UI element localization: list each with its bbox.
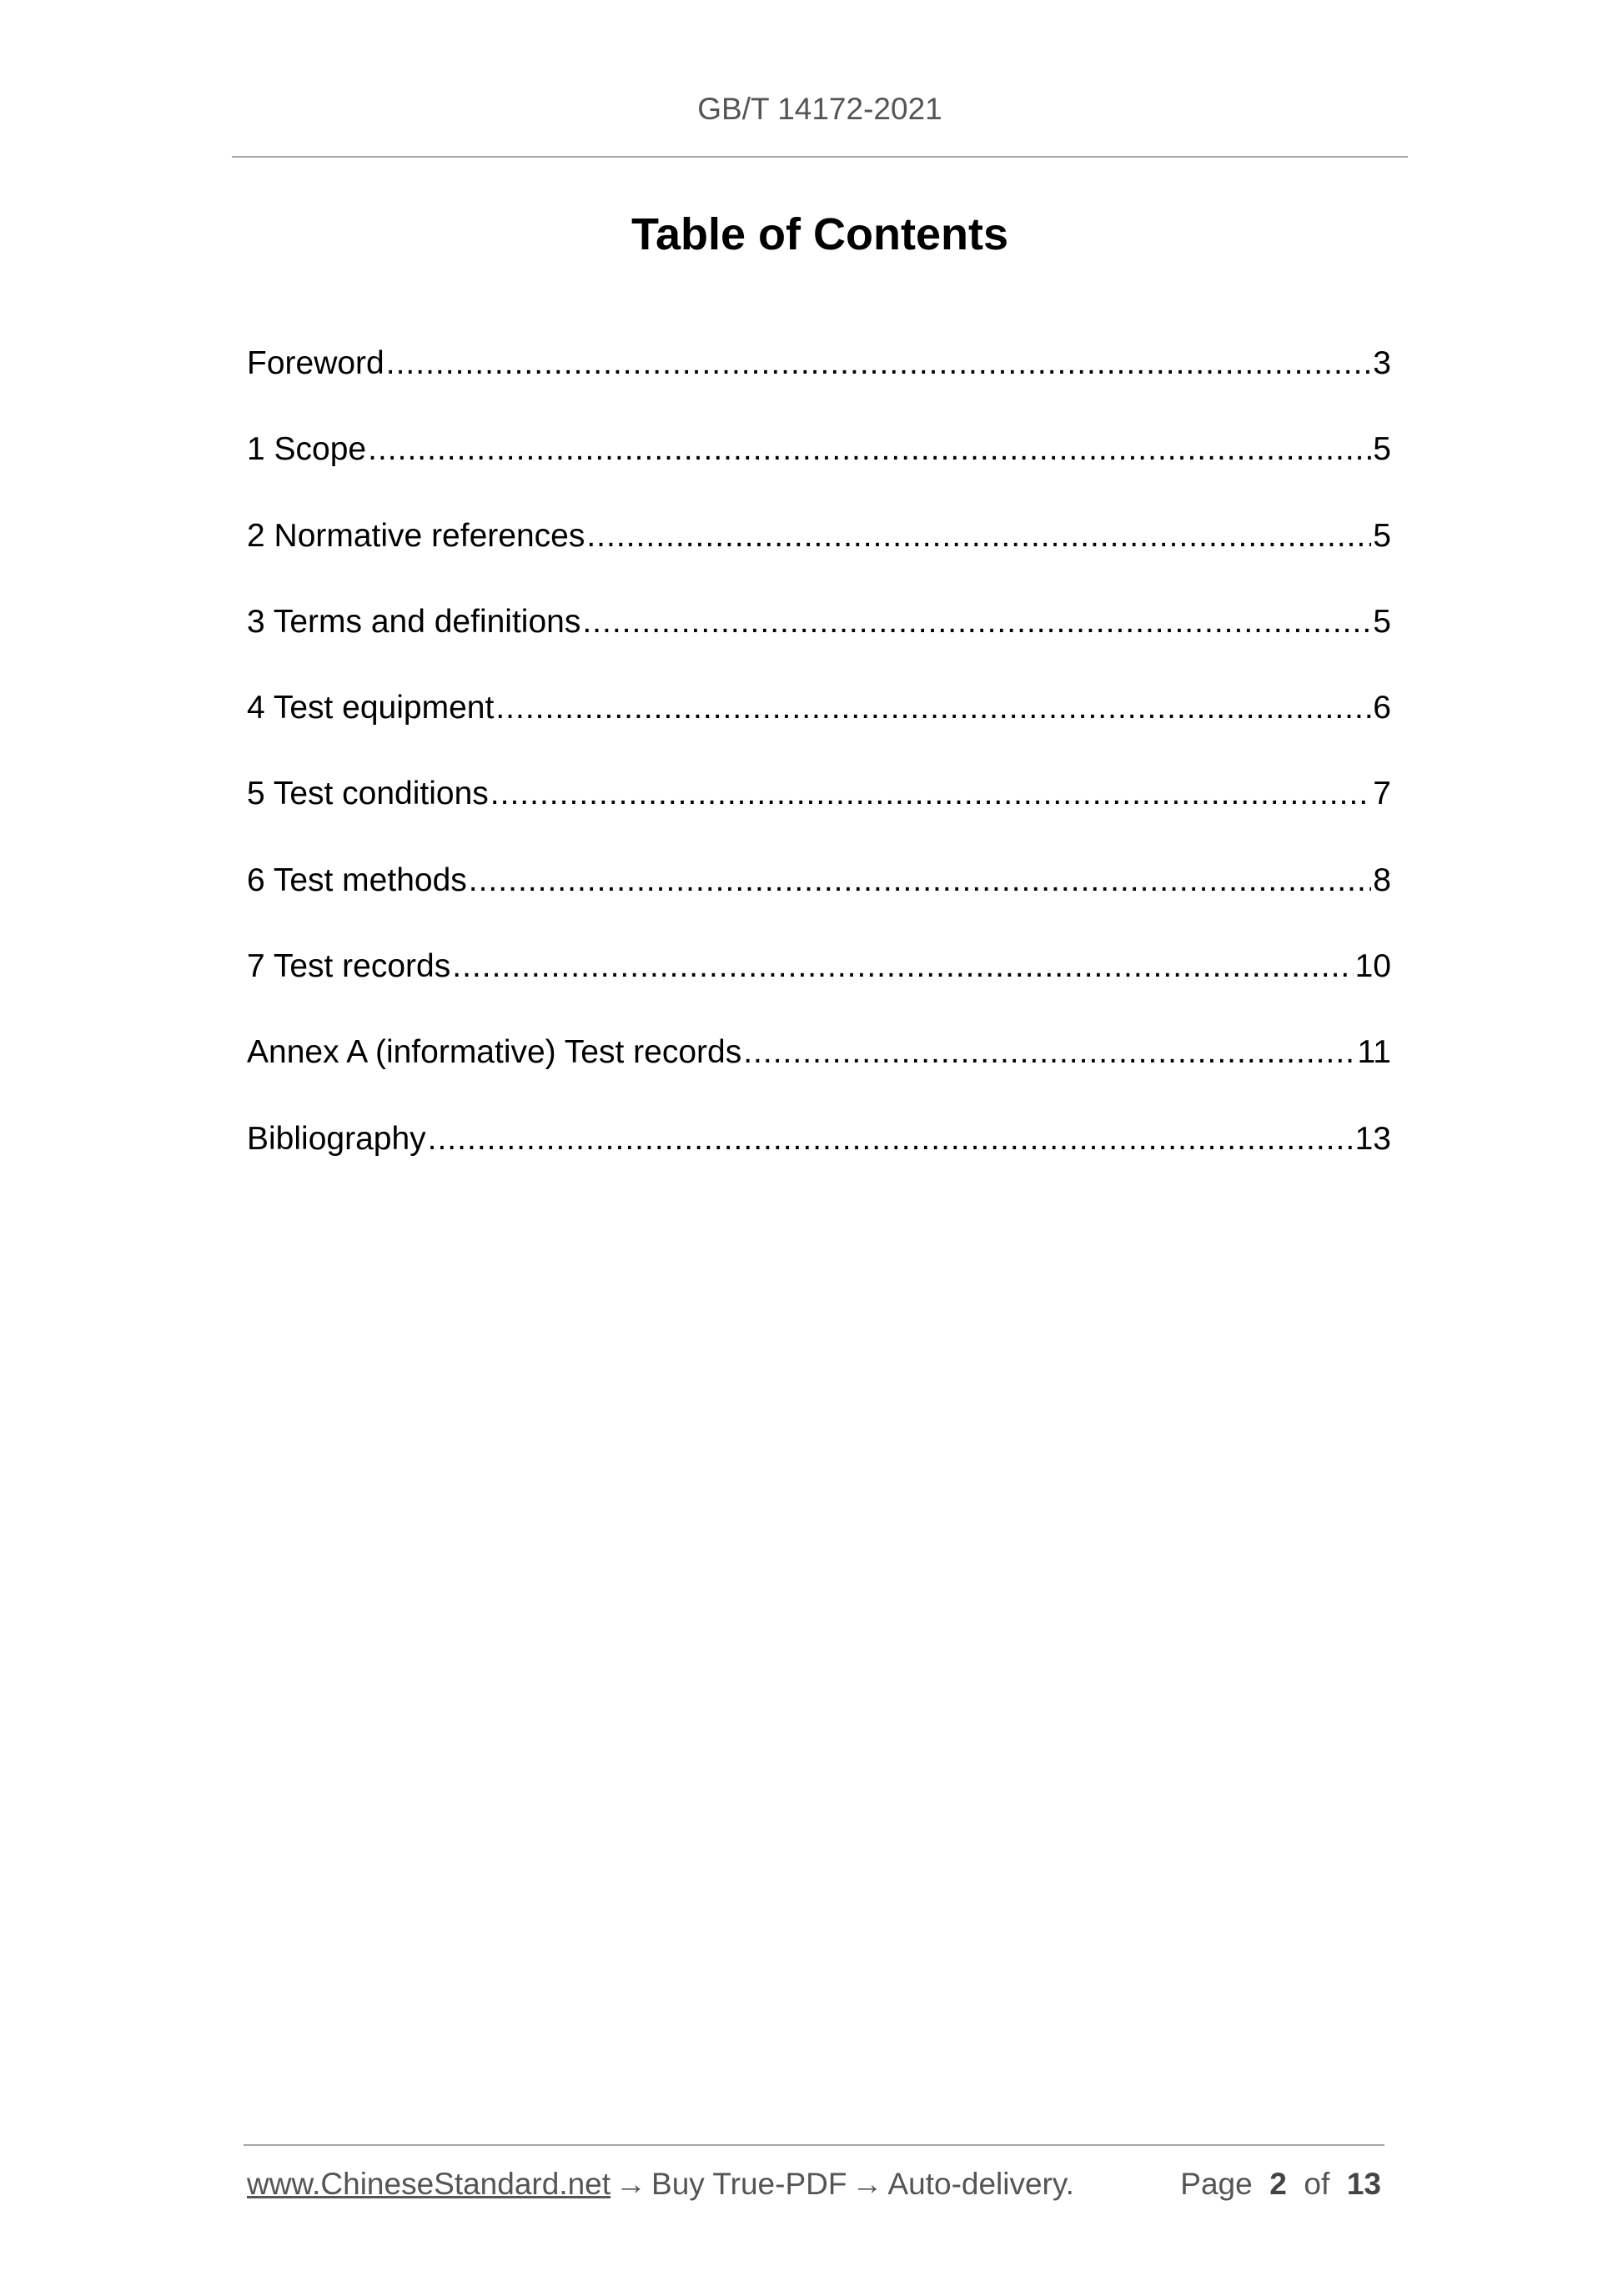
- toc-entry-foreword[interactable]: [247, 344, 1391, 430]
- toc-entry-test-conditions[interactable]: [247, 774, 1391, 860]
- website-link[interactable]: www.ChineseStandard.net: [247, 2167, 611, 2201]
- footer-step-buy: Buy True-PDF: [651, 2167, 847, 2201]
- toc-dot-leader: [368, 430, 1371, 470]
- toc-dot-leader: [743, 1032, 1355, 1073]
- toc-entry-label: 7 Test records: [247, 948, 451, 985]
- toc-entry-label: Bibliography: [247, 1120, 426, 1157]
- toc-dot-leader: [495, 688, 1371, 728]
- toc-entry-test-records[interactable]: [247, 947, 1391, 1032]
- toc-dot-leader: [428, 1119, 1354, 1159]
- toc-dot-leader: [386, 344, 1372, 384]
- page-indicator: [1180, 2164, 1381, 2204]
- toc-entry-test-equipment[interactable]: [247, 688, 1391, 774]
- toc-entry-page: 3: [1373, 345, 1391, 381]
- header-divider: [232, 156, 1408, 158]
- toc-entry-page: 5: [1373, 603, 1391, 640]
- footer-promo: [247, 2164, 1074, 2204]
- toc-entry-page: 10: [1354, 948, 1391, 985]
- toc-entry-page: 5: [1373, 517, 1391, 554]
- toc-entry-page: 6: [1373, 690, 1391, 726]
- toc-entry-label: 2 Normative references: [247, 517, 585, 554]
- toc-dot-leader: [586, 516, 1371, 556]
- toc-entry-page: 7: [1373, 776, 1391, 812]
- total-page-count: 13: [1346, 2167, 1381, 2201]
- current-page-number: 2: [1269, 2167, 1287, 2201]
- toc-list: [247, 344, 1391, 1205]
- toc-dot-leader: [490, 774, 1372, 814]
- toc-entry-label: 6 Test methods: [247, 862, 467, 898]
- footer-divider: [244, 2144, 1384, 2146]
- document-code-header: GB/T 14172-2021: [697, 92, 942, 126]
- toc-entry-annex-a[interactable]: [247, 1032, 1391, 1118]
- toc-dot-leader: [469, 861, 1372, 901]
- toc-dot-leader: [582, 602, 1371, 642]
- toc-entry-label: 1 Scope: [247, 431, 367, 468]
- page-label: Page: [1180, 2167, 1253, 2201]
- toc-entry-scope[interactable]: [247, 430, 1391, 515]
- toc-dot-leader: [452, 947, 1353, 987]
- toc-entry-page: 13: [1354, 1120, 1391, 1157]
- toc-entry-page: 5: [1373, 431, 1391, 468]
- toc-entry-normative-references[interactable]: [247, 516, 1391, 602]
- toc-entry-test-methods[interactable]: [247, 861, 1391, 947]
- toc-entry-page: 8: [1373, 862, 1391, 898]
- toc-entry-page: 11: [1357, 1034, 1391, 1071]
- toc-entry-label: Foreword: [247, 345, 384, 381]
- toc-entry-label: Annex A (informative) Test records: [247, 1034, 742, 1071]
- toc-entry-label: 4 Test equipment: [247, 690, 495, 726]
- footer-step-delivery: Auto-delivery.: [887, 2167, 1074, 2201]
- of-label: of: [1304, 2167, 1330, 2201]
- arrow-right-icon: →: [852, 2167, 883, 2201]
- arrow-right-icon: →: [616, 2167, 647, 2201]
- toc-entry-label: 3 Terms and definitions: [247, 603, 581, 640]
- toc-entry-bibliography[interactable]: [247, 1119, 1391, 1205]
- page-title: Table of Contents: [631, 209, 1008, 259]
- toc-entry-label: 5 Test conditions: [247, 776, 489, 812]
- toc-entry-terms-and-definitions[interactable]: [247, 602, 1391, 688]
